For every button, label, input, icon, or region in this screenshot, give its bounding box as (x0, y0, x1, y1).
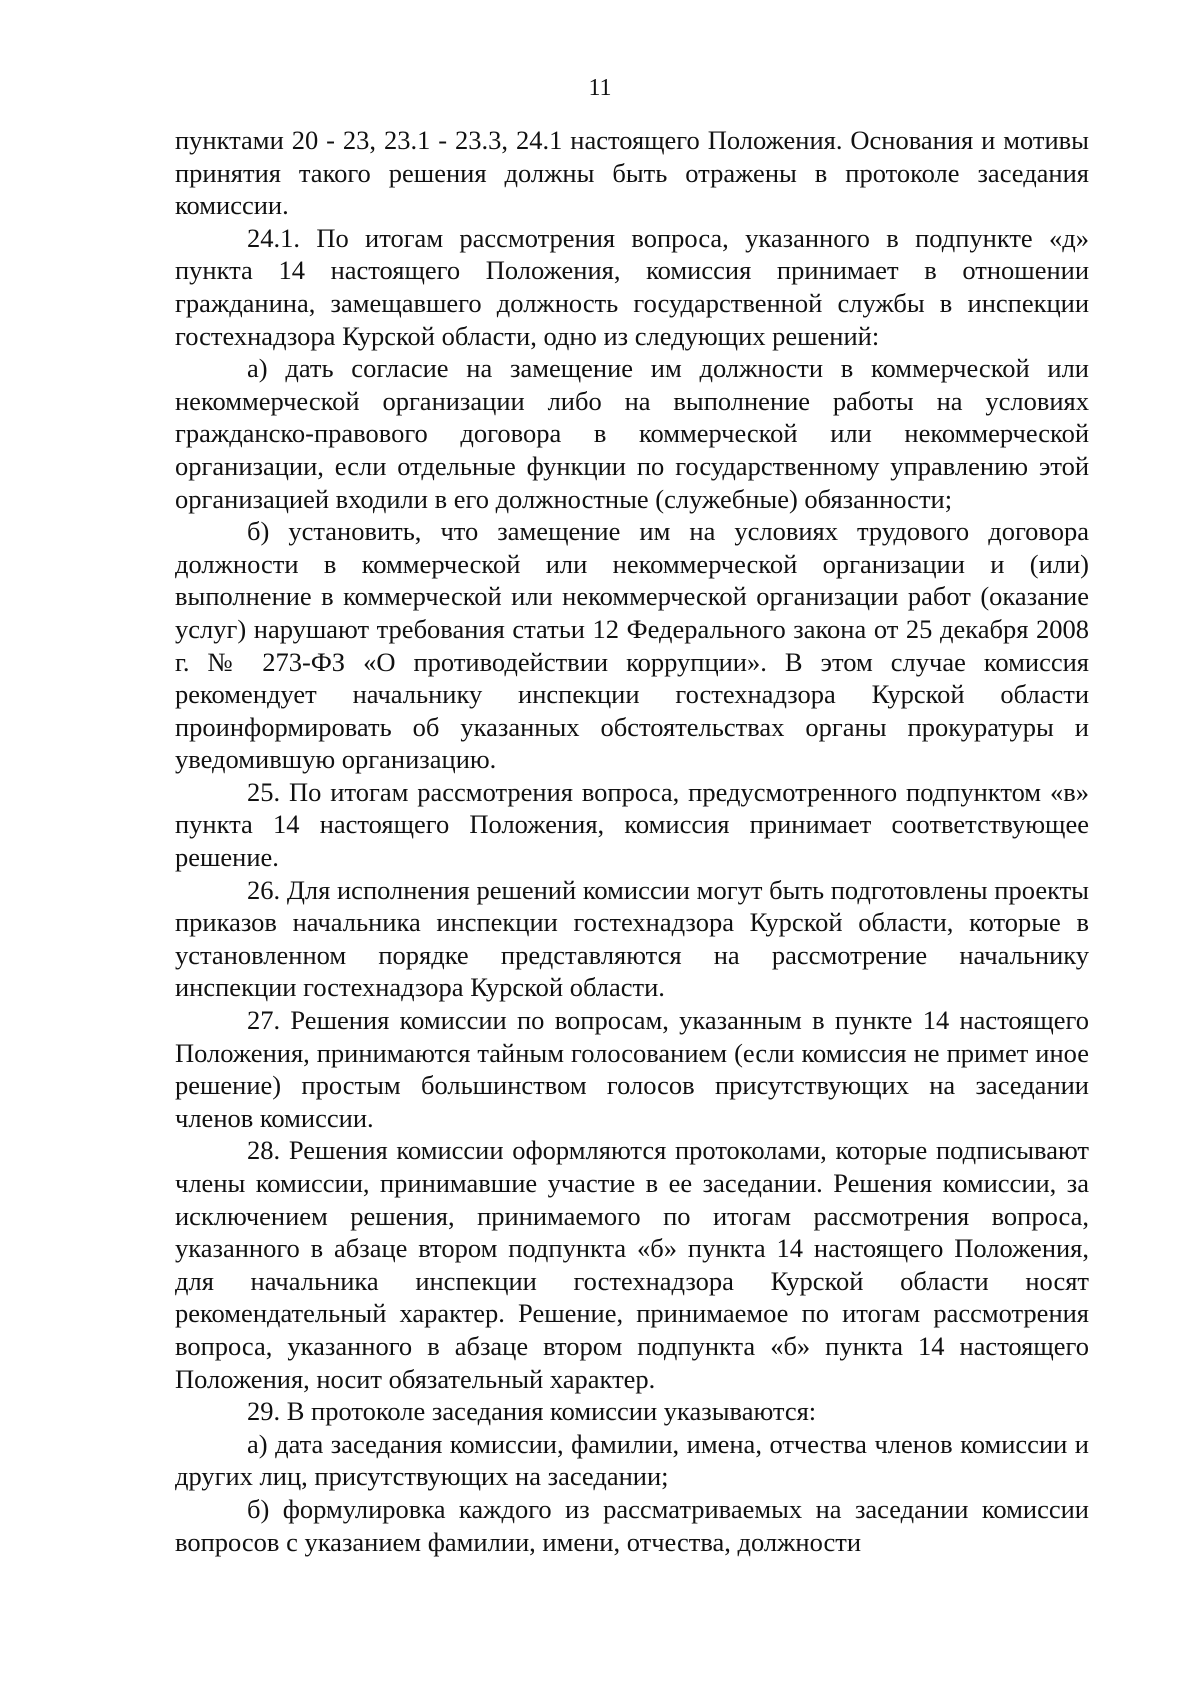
paragraph-24-1: 24.1. По итогам рассмотрения вопроса, указанного в подпункте «д» пункта 14 настоящего Положения, комиссия принимает в отношении гражданина, замещавшего должность государственной службы в инспекции гостехнадзора Курской области, одно из следующих решений: (175, 222, 1089, 351)
paragraph-24-1-a: а) дать согласие на замещение им должности в коммерческой или некоммерческой организации либо на выполнение работы на условиях гражданско-правового договора в коммерческой или некоммерческой организации, если отдельные функции по государственному управлению этой организацией входили в его должностные (служебные) обязанности; (175, 353, 1089, 514)
paragraph-27: 27. Решения комиссии по вопросам, указанным в пункте 14 настоящего Положения, принимаются тайным голосованием (если комиссия не примет иное решение) простым большинством голосов присутствующих на заседании членов комиссии. (175, 1005, 1089, 1133)
paragraph-29-a: а) дата заседания комиссии, фамилии, имена, отчества членов комиссии и других лиц, присутствующих на заседании; (175, 1428, 1089, 1492)
page-number: 11 (588, 75, 612, 101)
paragraph-29-b: б) формулировка каждого из рассматриваемых на заседании комиссии вопросов с указанием фамилии, имени, отчества, должности (175, 1493, 1089, 1557)
paragraph-26: 26. Для исполнения решений комиссии могут быть подготовлены проекты приказов начальника инспекции гостехнадзора Курской области, которые в установленном порядке представляются на рассмотрение начальнику инспекции гостехнадзора Курской области. (175, 874, 1089, 1003)
paragraph-29: 29. В протоколе заседания комиссии указываются: (247, 1396, 817, 1427)
document-body (175, 124, 1089, 1558)
paragraph-28: 28. Решения комиссии оформляются протоколами, которые подписывают члены комиссии, принимавшие участие в ее заседании. Решения комиссии, за исключением решения, принимаемого по итогам рассмотрения вопроса, указанного в абзаце втором подпункта «б» пункта 14 настоящего Положения, для начальника инспекции гостехнадзора Курской области носят рекомендательный характер. Решение, принимаемое по итогам рассмотрения вопроса, указанного в абзаце втором подпункта «б» пункта 14 настоящего Положения, носит обязательный характер. (175, 1135, 1089, 1394)
paragraph-24-1-b: б) установить, что замещение им на условиях трудового договора должности в коммерческой или некоммерческой организации и (или) выполнение в коммерческой или некоммерческой организации работ (оказание услуг) нарушают требования статьи 12 Федерального закона от 25 декабря 2008 г. № 273-ФЗ «О противодействии коррупции». В этом случае комиссия рекомендует начальнику инспекции гостехнадзора Курской области проинформировать об указанных обстоятельствах органы прокуратуры и уведомившую организацию. (175, 516, 1089, 775)
paragraph-25: 25. По итогам рассмотрения вопроса, предусмотренного подпунктом «в» пункта 14 настоящего Положения, комиссия принимает соответствующее решение. (175, 776, 1089, 873)
paragraph-continuation: пунктами 20 - 23, 23.1 - 23.3, 24.1 настоящего Положения. Основания и мотивы принятия такого решения должны быть отражены в протоколе заседания комиссии. (175, 125, 1089, 221)
